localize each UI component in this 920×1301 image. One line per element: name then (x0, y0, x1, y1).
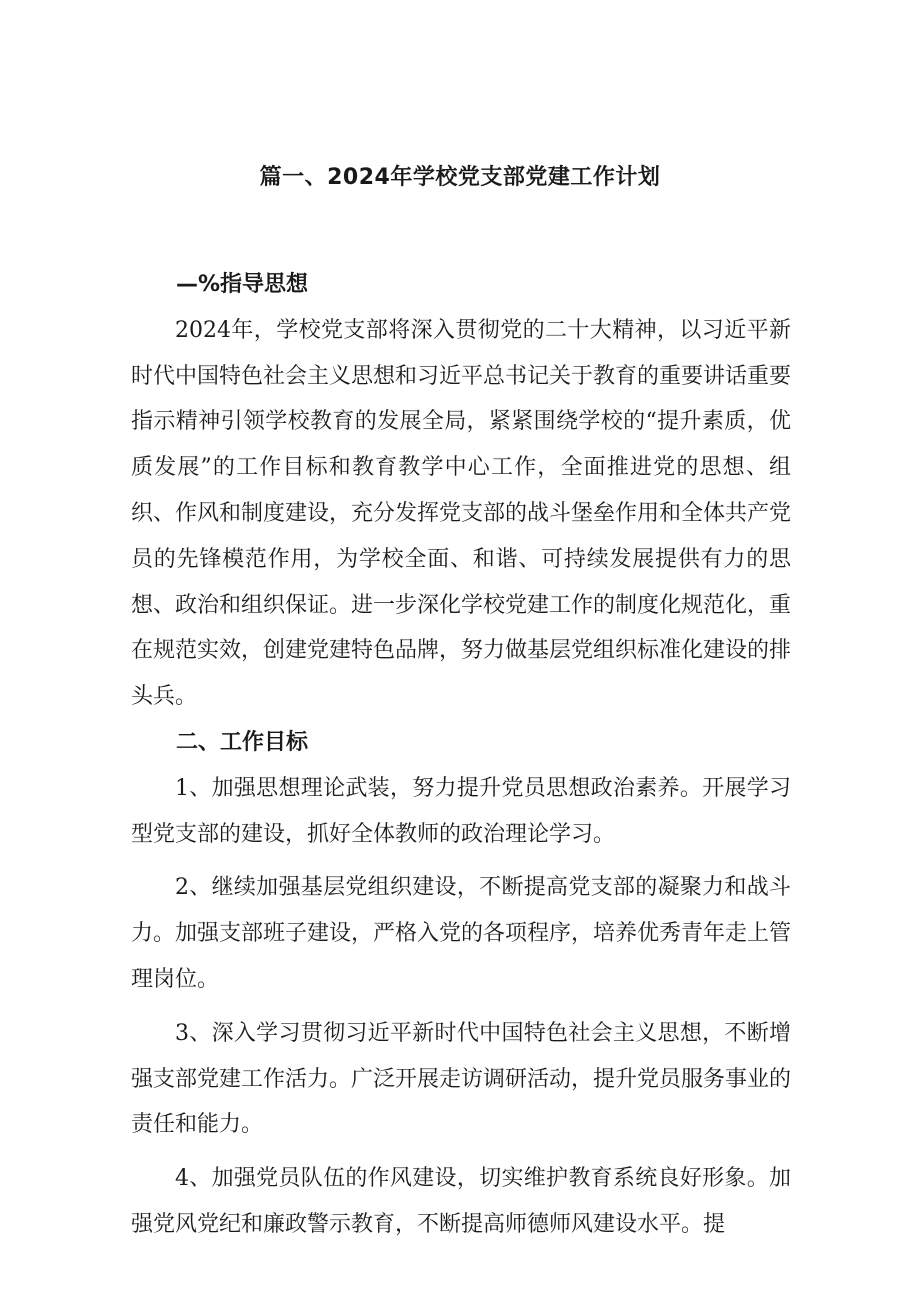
document-title: 篇一、2024年学校党支部党建工作计划 (259, 165, 661, 190)
paragraph-goal-1: 1、加强思想理论武装，努力提升党员思想政治素养。开展学习型党支部的建设，抓好全体教师的政治理论学习。 (131, 775, 791, 847)
document-body (131, 262, 791, 1248)
paragraph-guiding-ideology: 2024年，学校党支部将深入贯彻党的二十大精神，以习近平新时代中国特色社会主义思想和习近平总书记关于教育的重要讲话重要指示精神引领学校教育的发展全局，紧紧围绕学校的“提升素质，优质发展”的工作目标和教育教学中心工作，全面推进党的思想、组织、作风和制度建设，充分发挥党支部的战斗堡垒作用和全体共产党员的先锋模范作用，为学校全面、和谐、可持续发展提供有力的思想、政治和组织保证。进一步深化学校党建工作的制度化规范化，重在规范实效，创建党建特色品牌，努力做基层党组织标准化建设的排头兵。 (131, 317, 792, 710)
paragraph-goal-4: 4、加强党员队伍的作风建设，切实维护教育系统良好形象。加强党风党纪和廉政警示教育，不断提高师德师风建设水平。提 (131, 1166, 791, 1237)
section-heading-guiding-ideology: —%指导思想 (176, 272, 309, 297)
paragraph-goal-3: 3、深入学习贯彻习近平新时代中国特色社会主义思想，不断增强支部党建工作活力。广泛开展走访调研活动，提升党员服务事业的责任和能力。 (131, 1020, 792, 1138)
paragraph-goal-2: 2、继续加强基层党组织建设，不断提高党支部的凝聚力和战斗力。加强支部班子建设，严格入党的各项程序，培养优秀青年走上管理岗位。 (131, 875, 792, 992)
section-heading-work-goals: 二、工作目标 (176, 729, 309, 755)
